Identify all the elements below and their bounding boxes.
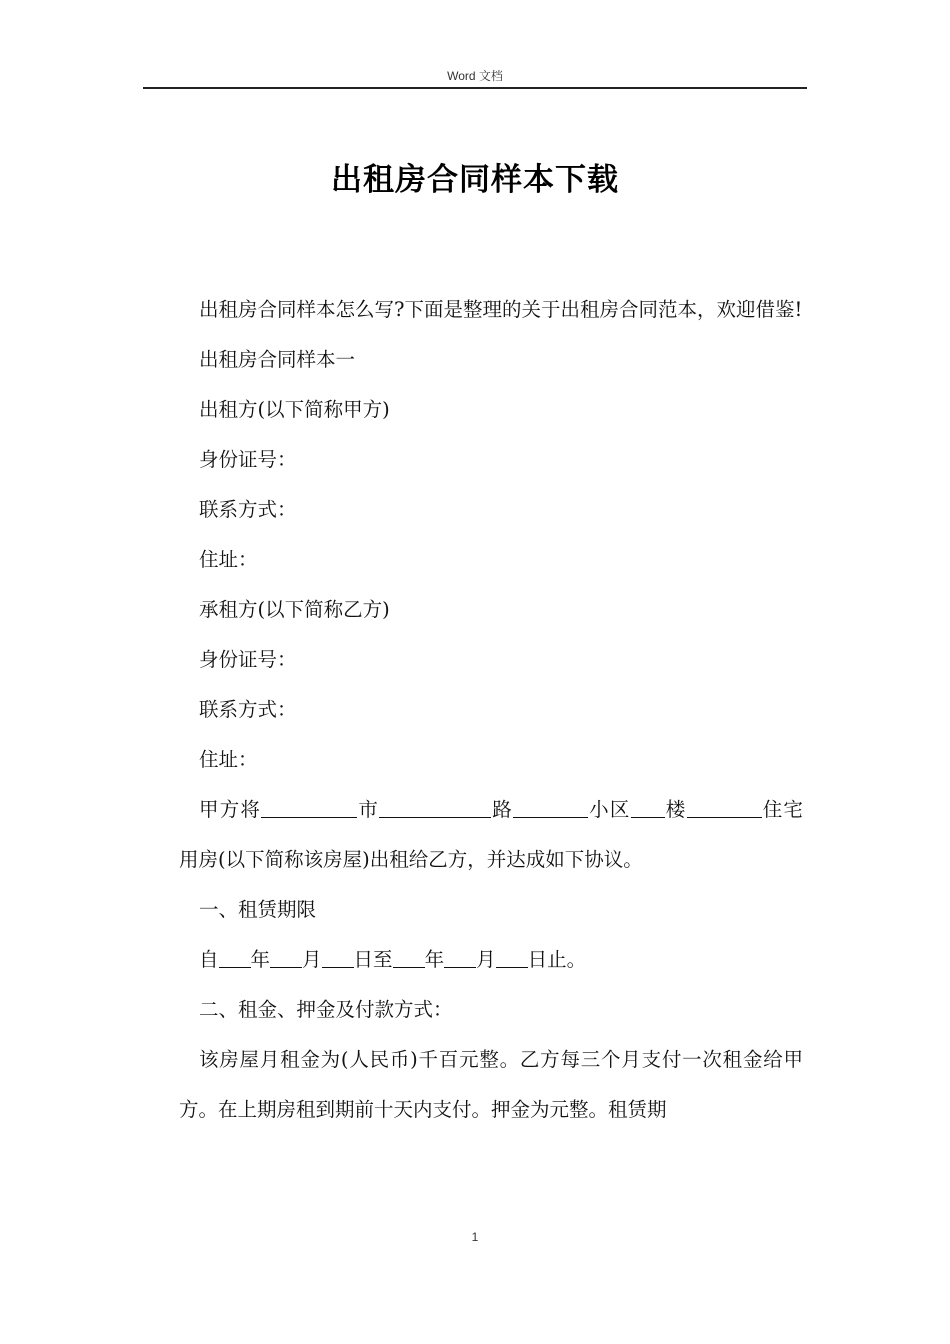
end-month-blank bbox=[444, 948, 476, 969]
building-label: 楼 bbox=[664, 798, 687, 821]
property-clause bbox=[179, 785, 803, 885]
document-body bbox=[179, 285, 803, 1135]
term-month-2: 月 bbox=[476, 948, 496, 971]
section-1-heading: 一、租赁期限 bbox=[199, 898, 317, 921]
start-day-blank bbox=[322, 948, 354, 969]
city-label: 市 bbox=[357, 798, 380, 821]
section-2-heading: 二、租金、押金及付款方式： bbox=[199, 998, 453, 1021]
start-month-blank bbox=[270, 948, 302, 969]
community-label: 小区 bbox=[587, 798, 631, 821]
lessor-line: 出租方(以下简称甲方) bbox=[199, 398, 390, 421]
term-day-to: 日至 bbox=[353, 948, 393, 971]
property-lead: 甲方将 bbox=[199, 798, 262, 821]
page-number: 1 bbox=[471, 1230, 479, 1244]
road-label: 路 bbox=[491, 798, 513, 821]
lessor-contact-line: 联系方式： bbox=[199, 498, 297, 521]
road-blank bbox=[379, 798, 491, 819]
document-title: 出租房合同样本下载 bbox=[331, 162, 619, 198]
property-tail: 住宅用房(以下简称该房屋)出租给乙方，并达成如下协议。 bbox=[179, 798, 803, 871]
lessor-address-line: 住址： bbox=[199, 548, 258, 571]
sample-heading: 出租房合同样本一 bbox=[199, 348, 356, 371]
intro-paragraph: 出租房合同样本怎么写?下面是整理的关于出租房合同范本，欢迎借鉴! bbox=[199, 298, 803, 321]
lessee-contact-line: 联系方式： bbox=[199, 698, 297, 721]
community-blank bbox=[513, 798, 588, 819]
unit-blank bbox=[687, 798, 762, 819]
building-blank bbox=[631, 798, 665, 819]
term-year-1: 年 bbox=[250, 948, 271, 971]
lessee-line: 承租方(以下简称乙方) bbox=[199, 598, 390, 621]
lease-term-line bbox=[179, 935, 803, 985]
page-header-label: Word 文档 bbox=[447, 69, 503, 83]
start-year-blank bbox=[219, 948, 251, 969]
term-year-2: 年 bbox=[424, 948, 445, 971]
city-blank bbox=[261, 798, 357, 819]
lessee-address-line: 住址： bbox=[199, 748, 258, 771]
end-day-blank bbox=[496, 948, 528, 969]
term-month-1: 月 bbox=[302, 948, 322, 971]
lessee-id-line: 身份证号： bbox=[199, 648, 297, 671]
term-day-end: 日止。 bbox=[527, 948, 587, 971]
end-year-blank bbox=[393, 948, 425, 969]
term-from: 自 bbox=[199, 948, 219, 971]
header-divider bbox=[143, 87, 807, 89]
lessor-id-line: 身份证号： bbox=[199, 448, 297, 471]
rent-paragraph: 该房屋月租金为(人民币)千百元整。乙方每三个月支付一次租金给甲方。在上期房租到期前十天内支付。押金为元整。租赁期 bbox=[179, 1048, 803, 1121]
